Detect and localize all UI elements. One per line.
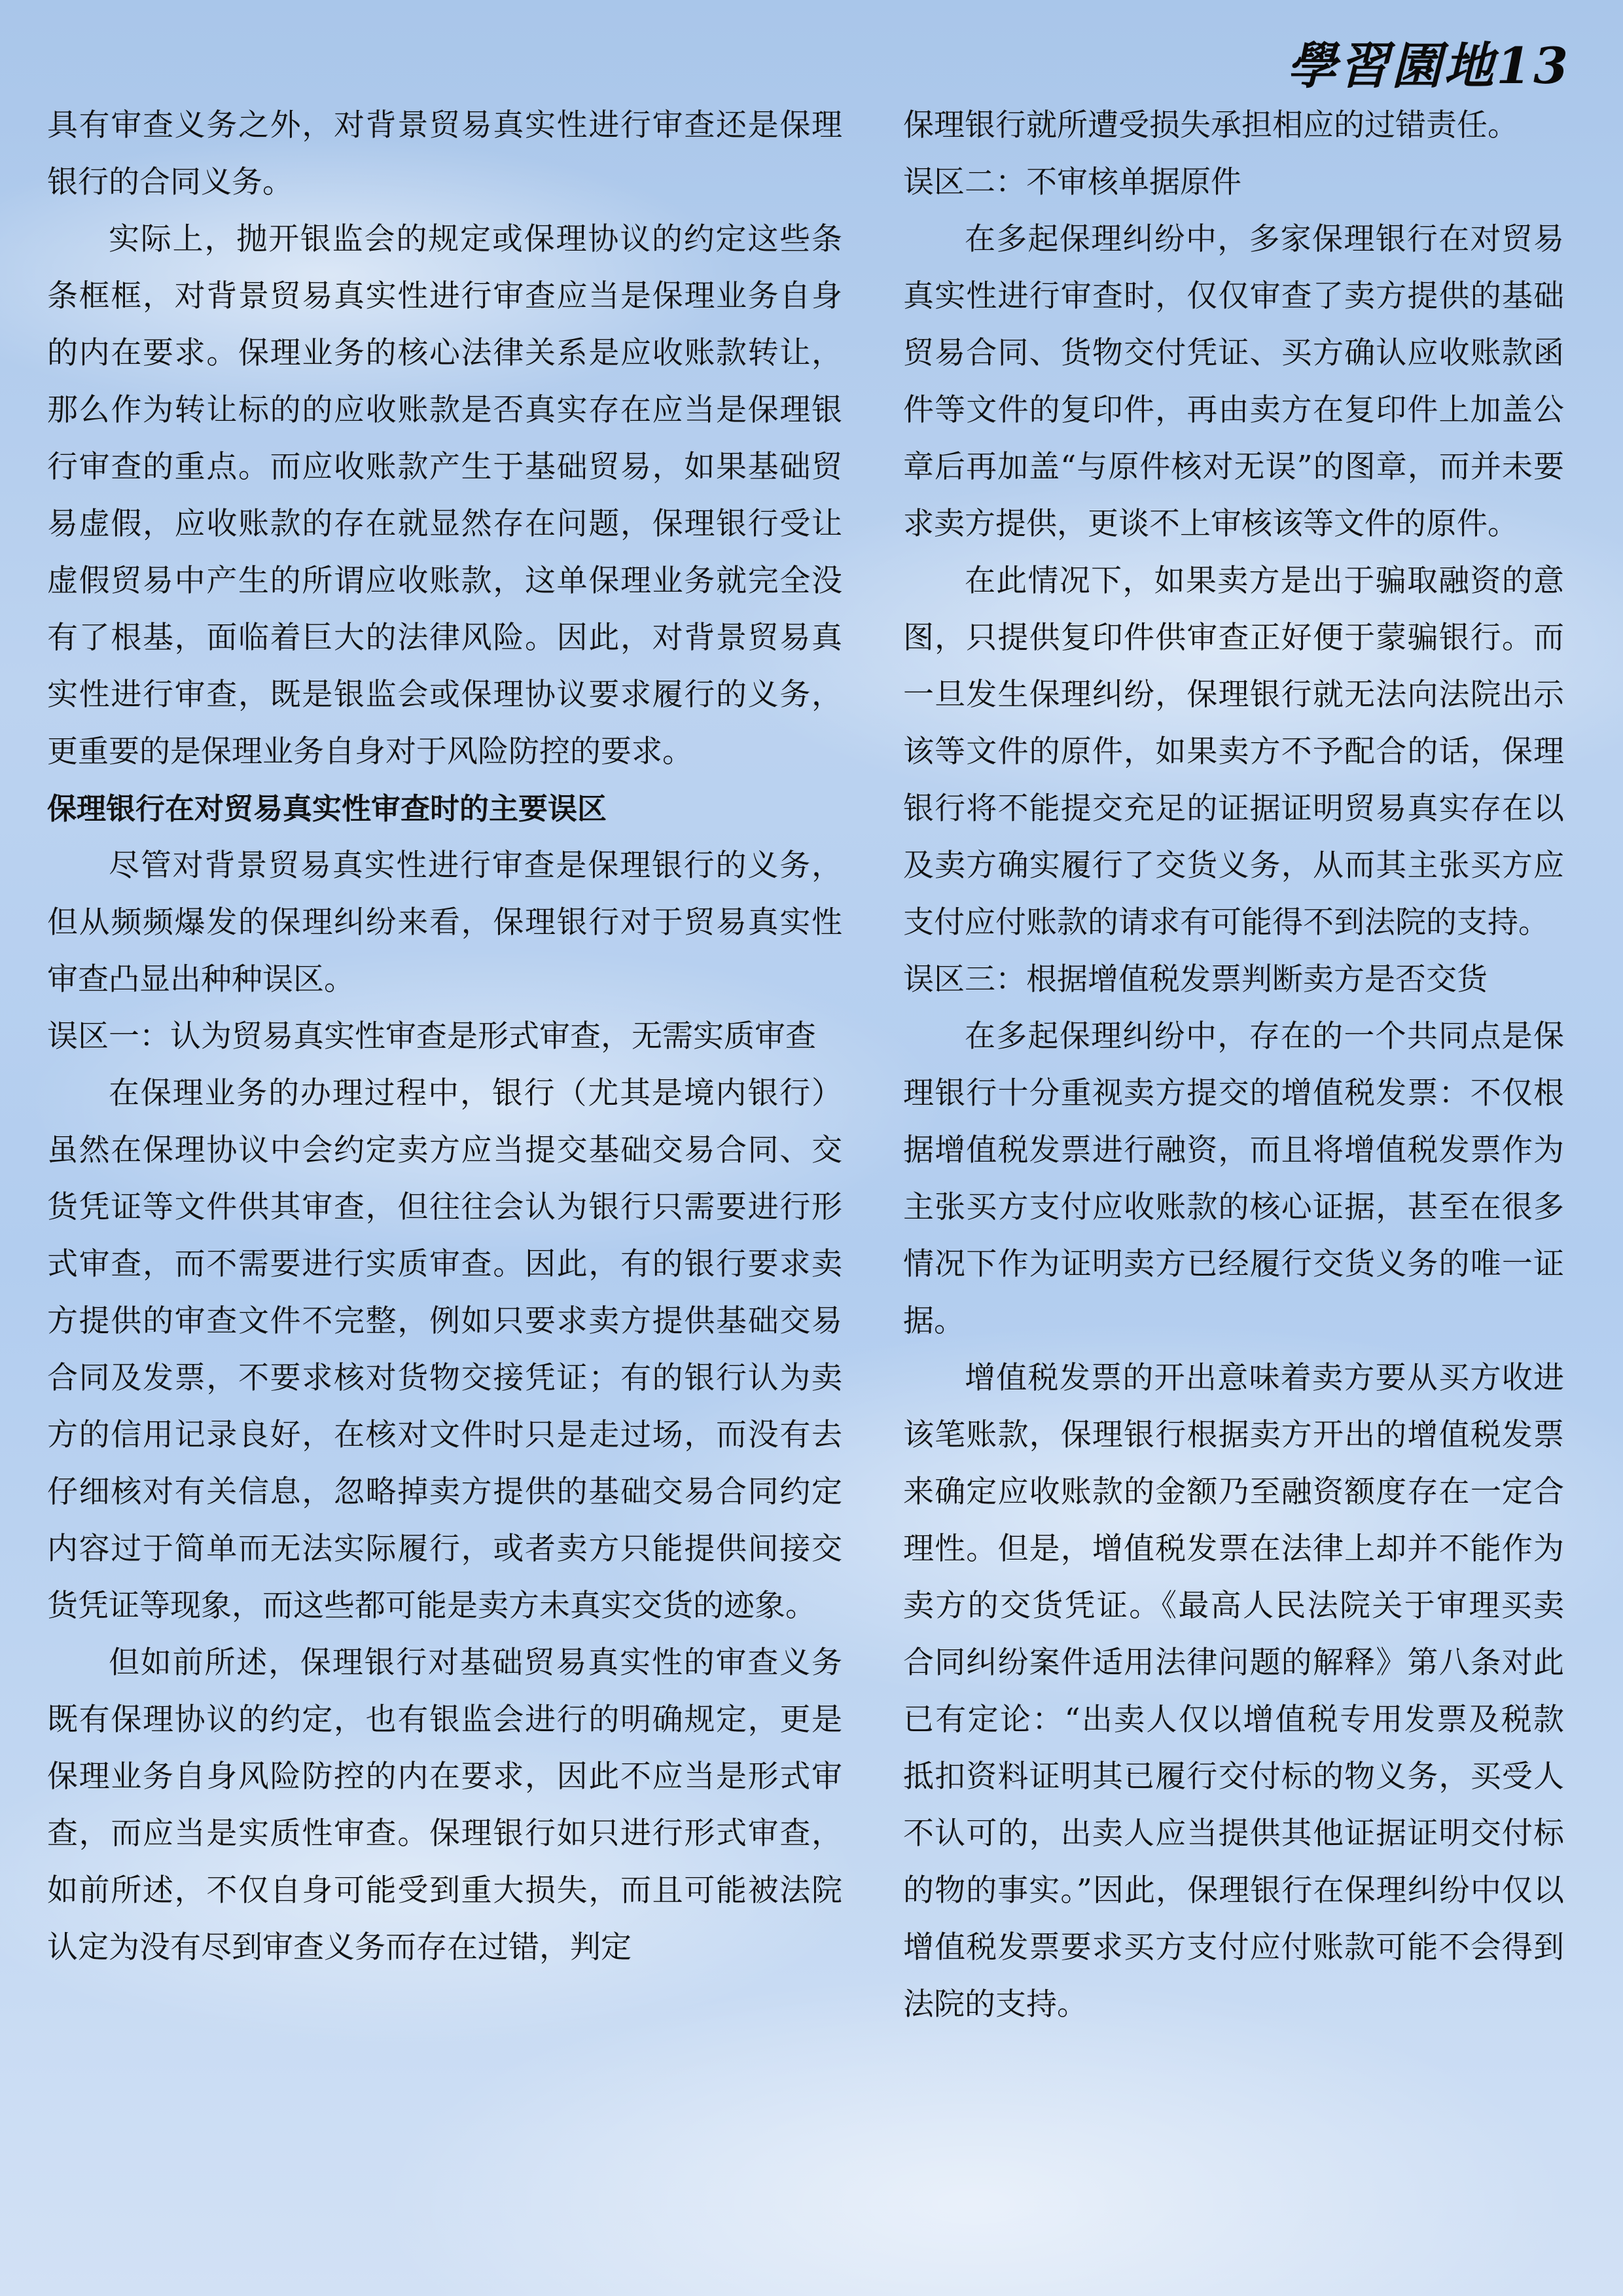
paragraph: 在多起保理纠纷中，存在的一个共同点是保理银行十分重视卖方提交的增值税发票：不仅根据增值税发票进行融资，而且将增值税发票作为主张买方支付应收账款的核心证据，甚至在很多情况下作为证明卖方已经履行交货义务的唯一证据。 — [903, 1018, 1564, 1339]
paragraph: 实际上，抛开银监会的规定或保理协议的约定这些条条框框，对背景贸易真实性进行审查应当是保理业务自身的内在要求。保理业务的核心法律关系是应收账款转让，那么作为转让标的的应收账款是否真实存在应当是保理银行审查的重点。而应收账款产生于基础贸易，如果基础贸易虚假，应收账款的存在就显然存在问题，保理银行受让虚假贸易中产生的所谓应收账款，这单保理业务就完全没有了根基，面临着巨大的法律风险。因此，对背景贸易真实性进行审查，既是银监会或保理协议要求履行的义务，更重要的是保理业务自身对于风险防控的要求。 — [47, 221, 842, 770]
left-column — [47, 97, 842, 1976]
section-heading: 保理银行在对贸易真实性审查时的主要误区 — [47, 791, 607, 826]
paragraph: 具有审查义务之外，对背景贸易真实性进行审查还是保理银行的合同义务。 — [47, 107, 842, 200]
page-header-title: 學習園地13 — [1287, 37, 1571, 95]
right-column — [903, 97, 1564, 2033]
subheading-misconception-2: 误区二：不审核单据原件 — [903, 164, 1241, 200]
paragraph: 在多起保理纠纷中，多家保理银行在对贸易真实性进行审查时，仅仅审查了卖方提供的基础贸易合同、货物交付凭证、买方确认应收账款函件等文件的复印件，再由卖方在复印件上加盖公章后再加盖“与原件核对无误”的图章，而并未要求卖方提供，更谈不上审核该等文件的原件。 — [903, 221, 1564, 542]
paragraph: 尽管对背景贸易真实性进行审查是保理银行的义务，但从频频爆发的保理纠纷来看，保理银行对于贸易真实性审查凸显出种种误区。 — [47, 848, 842, 997]
subheading-misconception-3: 误区三：根据增值税发票判断卖方是否交货 — [903, 961, 1488, 997]
paragraph: 增值税发票的开出意味着卖方要从买方收进该笔账款，保理银行根据卖方开出的增值税发票来确定应收账款的金额乃至融资额度存在一定合理性。但是，增值税发票在法律上却并不能作为卖方的交货凭证。《最高人民法院关于审理买卖合同纠纷案件适用法律问题的解释》第八条对此已有定论：“出卖人仅以增值税专用发票及税款抵扣资料证明其已履行交付标的物义务，买受人不认可的，出卖人应当提供其他证据证明交付标的物的事实。”因此，保理银行在保理纠纷中仅以增值税发票要求买方支付应付账款可能不会得到法院的支持。 — [903, 1360, 1564, 2022]
paragraph: 保理银行就所遭受损失承担相应的过错责任。 — [903, 107, 1518, 143]
paragraph: 在保理业务的办理过程中，银行（尤其是境内银行）虽然在保理协议中会约定卖方应当提交基础交易合同、交货凭证等文件供其审查，但往往会认为银行只需要进行形式审查，而不需要进行实质审查。因此，有的银行要求卖方提供的审查文件不完整，例如只要求卖方提供基础交易合同及发票，不要求核对货物交接凭证；有的银行认为卖方的信用记录良好，在核对文件时只是走过场，而没有去仔细核对有关信息，忽略掉卖方提供的基础交易合同约定内容过于简单而无法实际履行，或者卖方只能提供间接交货凭证等现象，而这些都可能是卖方未真实交货的迹象。 — [47, 1075, 842, 1624]
paragraph: 在此情况下，如果卖方是出于骗取融资的意图，只提供复印件供审查正好便于蒙骗银行。而一旦发生保理纠纷，保理银行就无法向法院出示该等文件的原件，如果卖方不予配合的话，保理银行将不能提交充足的证据证明贸易真实存在以及卖方确实履行了交货义务，从而其主张买方应支付应付账款的请求有可能得不到法院的支持。 — [903, 563, 1564, 941]
subheading-misconception-1: 误区一：认为贸易真实性审查是形式审查，无需实质审查 — [47, 1018, 816, 1054]
paragraph: 但如前所述，保理银行对基础贸易真实性的审查义务既有保理协议的约定，也有银监会进行的明确规定，更是保理业务自身风险防控的内在要求，因此不应当是形式审查，而应当是实质性审查。保理银行如只进行形式审查，如前所述，不仅自身可能受到重大损失，而且可能被法院认定为没有尽到审查义务而存在过错，判定 — [47, 1645, 842, 1965]
